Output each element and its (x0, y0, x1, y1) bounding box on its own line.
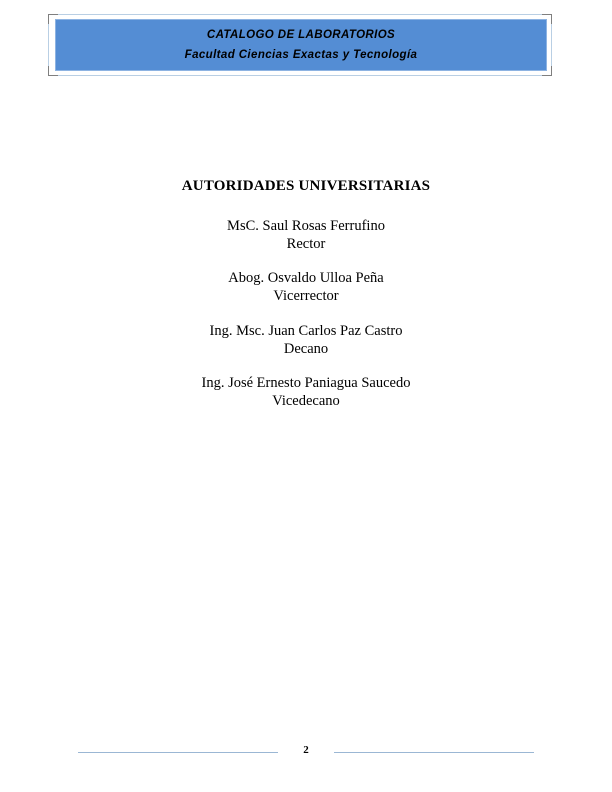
authority-role: Vicedecano (272, 392, 340, 409)
authority-entry (0, 269, 612, 305)
authority-name: MsC. Saul Rosas Ferrufino (227, 218, 385, 234)
authority-name: Ing. Msc. Juan Carlos Paz Castro (209, 322, 403, 339)
page-title: AUTORIDADES UNIVERSITARIAS (181, 178, 431, 194)
authority-role: Decano (283, 340, 329, 357)
page-number: 2 (303, 744, 309, 756)
authority-entry (0, 217, 612, 253)
header-title-line-2: Facultad Ciencias Exactas y Tecnología (184, 49, 418, 61)
document-header (48, 14, 552, 76)
header-title-line-1: CATALOGO DE LABORATORIOS (206, 28, 396, 41)
authority-name: Abog. Osvaldo Ulloa Peña (228, 270, 384, 287)
authority-entry (0, 322, 612, 358)
page-content (0, 178, 612, 426)
header-banner (55, 19, 547, 71)
authority-role: Rector (286, 236, 326, 253)
document-footer (0, 744, 612, 760)
authority-role: Vicerrector (273, 288, 339, 305)
authority-entry (0, 374, 612, 410)
authority-name: Ing. José Ernesto Paniagua Saucedo (201, 374, 411, 391)
